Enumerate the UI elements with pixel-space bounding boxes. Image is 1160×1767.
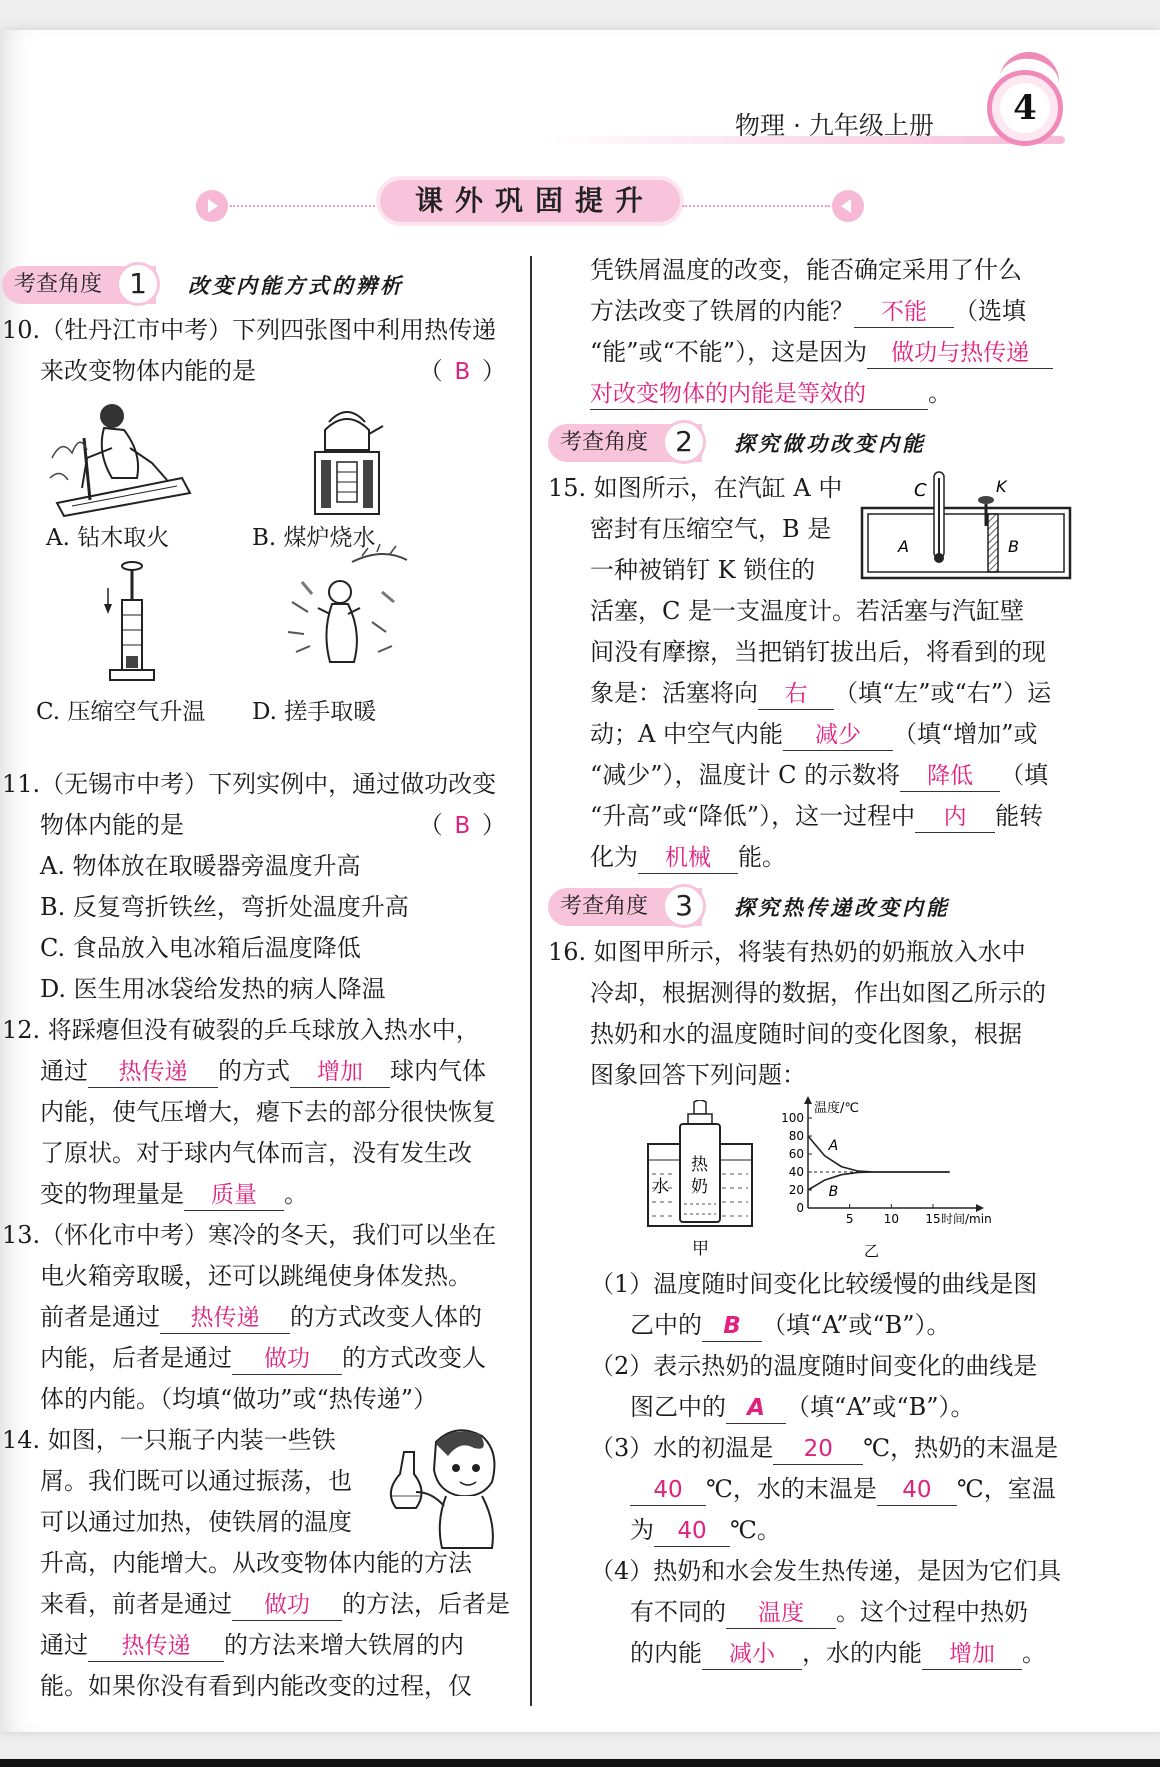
q11-answer: B <box>454 813 471 839</box>
label-milk: 奶 <box>691 1177 708 1197</box>
page-badge <box>987 70 1063 146</box>
section-tag: 考查角度 2 <box>548 424 702 462</box>
series-label-B: B <box>828 1184 839 1201</box>
section-title: 探究做功改变内能 <box>734 430 927 456</box>
q15-answer-4: 内 <box>915 802 995 833</box>
q13-line3: 前者是通过 热传递 的方式改变人体的 <box>2 1297 512 1338</box>
q15-line3: 一种被销钉 K 锁住的 <box>590 556 816 584</box>
bottom-bar <box>0 1759 1160 1767</box>
q12-line5: 变的物理量是 质量 。 <box>2 1174 512 1215</box>
q11-option-c: C. 食品放入电冰箱后温度降低 <box>40 934 361 962</box>
drilling-wood-figure <box>42 398 192 518</box>
arrow-left-icon <box>832 190 864 222</box>
arrow-right-icon <box>196 190 228 222</box>
q14-answer-1: 做功 <box>232 1590 342 1621</box>
q15-answer-3: 降低 <box>900 761 1000 792</box>
q14-cont-line4: 对改变物体的内能是等效的 。 <box>548 373 1108 414</box>
q13-line1: 13.（怀化市中考）寒冷的冬天，我们可以坐在 <box>2 1221 497 1249</box>
column-divider <box>530 256 532 1706</box>
girl-with-flask-figure <box>386 1422 506 1550</box>
q16-answer-6: 40 <box>654 1516 730 1547</box>
y-axis-arrow <box>804 1096 812 1104</box>
section-1-header <box>2 260 512 310</box>
q16-answer-5: 40 <box>877 1475 957 1506</box>
q16-answer-1: B <box>702 1311 762 1342</box>
y-axis-label: 温度/℃ <box>814 1101 859 1116</box>
q14-block <box>2 1420 512 1707</box>
q16-answer-9: 增加 <box>922 1639 1022 1670</box>
label-b: B <box>1008 537 1019 556</box>
cylinder-piston-figure <box>858 468 1073 588</box>
q16-answer-7: 温度 <box>726 1598 836 1629</box>
q16-line2: 冷却，根据测得的数据，作出如图乙所示的 <box>590 979 1046 1007</box>
label-yi: 乙 <box>864 1242 880 1260</box>
q16-p4-line3: 的内能 减小 ，水的内能 增加 。 <box>548 1633 1108 1674</box>
label-hot: 热 <box>691 1155 708 1175</box>
coal-stove-figure <box>307 400 387 520</box>
q15-line1: 15. 如图所示，在汽缸 A 中 <box>548 474 843 502</box>
q14-line5: 来看，前者是通过 做功 的方法，后者是 <box>2 1584 512 1625</box>
section-tag: 考查角度 1 <box>2 266 156 304</box>
q12-answer-3: 质量 <box>184 1180 284 1211</box>
q15-line4: 活塞，C 是一支温度计。若活塞与汽缸壁 <box>590 597 1024 625</box>
y-tick-label: 80 <box>788 1129 804 1143</box>
q16-p1-line2: 乙中的 B （填“A”或“B”）。 <box>548 1305 1108 1346</box>
q16-answer-2: A <box>726 1393 786 1424</box>
q16-p3-line1: （3）水的初温是 20 ℃，热奶的末温是 <box>548 1428 1108 1469</box>
q10-line2: 来改变物体内能的是 （ B ） <box>40 357 506 385</box>
q12-line2: 通过 热传递 的方式 增加 球内气体 <box>2 1051 512 1092</box>
q13-line2: 电火箱旁取暖，还可以跳绳使身体发热。 <box>40 1262 472 1290</box>
q11-option-d: D. 医生用冰袋给发热的病人降温 <box>40 975 386 1003</box>
q10-line1: 10.（牡丹江市中考）下列四张图中利用热传递 <box>2 316 497 344</box>
label-a: A <box>898 537 909 556</box>
q15-block <box>548 468 1108 878</box>
q14-cont-line1: 凭铁屑温度的改变，能否确定采用了什么 <box>590 256 1022 284</box>
q15-line7: 动；A 中空气内能 减少 （填“增加”或 <box>548 714 1108 755</box>
q16-answer-4: 40 <box>630 1475 706 1506</box>
q12-line4: 了原状。对于球内气体而言，没有发生改 <box>40 1139 472 1167</box>
q14-answer-4a: 做功与热传递 <box>867 338 1053 369</box>
y-tick-label: 20 <box>788 1183 804 1197</box>
q13-answer-2: 做功 <box>232 1344 342 1375</box>
section-2-header <box>548 418 1108 468</box>
q12-answer-2: 增加 <box>290 1057 390 1088</box>
y-tick-label: 0 <box>796 1201 804 1215</box>
q12-answer-1: 热传递 <box>88 1057 218 1088</box>
section-title: 改变内能方式的辨析 <box>188 272 405 298</box>
q15-answer-5: 机械 <box>638 843 738 874</box>
q14-answer-3: 不能 <box>854 297 954 328</box>
q16-p3-line3: 为 40 ℃。 <box>548 1510 1108 1551</box>
q15-line6: 象是：活塞将向 右 （填“左”或“右”）运 <box>548 673 1108 714</box>
q14-cont-line2: 方法改变了铁屑的内能？ 不能 （选填 <box>548 291 1108 332</box>
q11-option-b: B. 反复弯折铁丝，弯折处温度升高 <box>40 893 409 921</box>
q15-line2: 密封有压缩空气，B 是 <box>590 515 832 543</box>
y-tick-label: 60 <box>788 1147 804 1161</box>
x-axis-label: 时间/min <box>941 1212 992 1226</box>
section-banner <box>190 176 870 238</box>
q14-answer-2: 热传递 <box>88 1631 224 1662</box>
left-column <box>2 260 512 1707</box>
q10-option-a: A. 钻木取火 <box>46 525 170 551</box>
q15-line10: 化为 机械 能。 <box>548 837 1108 878</box>
q12-line3: 内能，使气压增大，瘪下去的部分很快恢复 <box>40 1098 496 1126</box>
page-number: 4 <box>1000 83 1050 133</box>
q10-figures <box>2 392 512 764</box>
q15-line5: 间没有摩擦，当把销钉拔出后，将看到的现 <box>590 638 1046 666</box>
q11-option-a: A. 物体放在取暖器旁温度升高 <box>40 852 361 880</box>
q15-line9: “升高”或“降低”），这一过程中 内 能转 <box>548 796 1108 837</box>
q14-line2: 屑。我们既可以通过振荡，也 <box>40 1467 352 1495</box>
q16-answer-3: 20 <box>773 1434 863 1465</box>
label-k: K <box>996 477 1007 496</box>
q16-p2-line2: 图乙中的 A （填“A”或“B”）。 <box>548 1387 1108 1428</box>
x-tick-label: 5 <box>845 1212 854 1226</box>
q16-p3-line2: 40 ℃，水的末温是 40 ℃，室温 <box>548 1469 1108 1510</box>
q16-line1: 16. 如图甲所示，将装有热奶的奶瓶放入水中 <box>548 938 1026 966</box>
series-label-A: A <box>828 1137 839 1154</box>
q15-line8: “减少”），温度计 C 的示数将 降低 （填 <box>548 755 1108 796</box>
q10-option-d: D. 搓手取暖 <box>252 699 377 725</box>
q14-line3: 可以通过加热，使铁屑的温度 <box>40 1508 352 1536</box>
q14-line6: 通过 热传递 的方法来增大铁屑的内 <box>2 1625 512 1666</box>
q12-line1: 12. 将踩瘪但没有破裂的乒乓球放入热水中， <box>2 1016 480 1044</box>
q11-line1: 11.（无锡市中考）下列实例中，通过做功改变 <box>2 770 497 798</box>
y-tick-label: 40 <box>788 1165 804 1179</box>
label-jia: 甲 <box>692 1239 709 1259</box>
banner-title: 课外巩固提升 <box>376 176 684 226</box>
right-column <box>548 250 1108 1674</box>
q11-line2: 物体内能的是 （ B ） <box>40 811 506 839</box>
banner-dots-right <box>682 205 830 207</box>
q15-answer-2: 减少 <box>783 720 893 751</box>
q16-p4-line1: （4）热奶和水会发生热传递，是因为它们具 <box>590 1557 1062 1585</box>
x-tick-label: 10 <box>883 1212 899 1226</box>
q16-line4: 图象回答下列问题： <box>590 1061 806 1089</box>
compressed-air-figure <box>102 560 162 688</box>
q15-answer-1: 右 <box>758 679 834 710</box>
q14-cont-line3: “能”或“不能”），这是因为 做功与热传递 <box>548 332 1108 373</box>
section-tag: 考查角度 3 <box>548 888 702 926</box>
q13-line5: 体的内能。（均填“做功”或“热传递”） <box>40 1385 438 1413</box>
rubbing-hands-figure <box>282 542 412 672</box>
bottle-in-water-figure <box>644 1100 764 1260</box>
q13-line4: 内能，后者是通过 做功 的方式改变人 <box>2 1338 512 1379</box>
label-water: 水 <box>652 1177 669 1197</box>
q14-line1: 14. 如图，一只瓶子内装一些铁 <box>2 1426 336 1454</box>
q16-answer-8: 减小 <box>702 1639 802 1670</box>
y-tick-label: 100 <box>781 1111 804 1125</box>
label-c: C <box>914 480 927 501</box>
x-axis-arrow <box>976 1204 984 1212</box>
section-3-header <box>548 882 1108 932</box>
section-title: 探究热传递改变内能 <box>734 894 951 920</box>
banner-dots-left <box>230 205 390 207</box>
x-tick-label: 15 <box>925 1212 941 1226</box>
q10-answer: B <box>454 359 471 385</box>
q13-answer-1: 热传递 <box>160 1303 290 1334</box>
q14-line4: 升高，内能增大。从改变物体内能的方法 <box>40 1549 472 1577</box>
q16-figures <box>548 1096 1108 1264</box>
header-subject: 物理 · 九年级上册 <box>735 111 934 140</box>
q16-p4-line2: 有不同的 温度 。这个过程中热奶 <box>548 1592 1108 1633</box>
temperature-chart <box>774 1096 1004 1264</box>
q10-option-b: B. 煤炉烧水 <box>252 525 376 551</box>
q16-line3: 热奶和水的温度随时间的变化图象，根据 <box>590 1020 1022 1048</box>
q14-answer-4b: 对改变物体的内能是等效的 <box>590 379 928 410</box>
q16-p2-line1: （2）表示热奶的温度随时间变化的曲线是 <box>590 1352 1038 1380</box>
q16-p1-line1: （1）温度随时间变化比较缓慢的曲线是图 <box>590 1270 1038 1298</box>
q14-line7: 能。如果你没有看到内能改变的过程，仅 <box>40 1672 472 1700</box>
q10-option-c: C. 压缩空气升温 <box>36 699 206 725</box>
